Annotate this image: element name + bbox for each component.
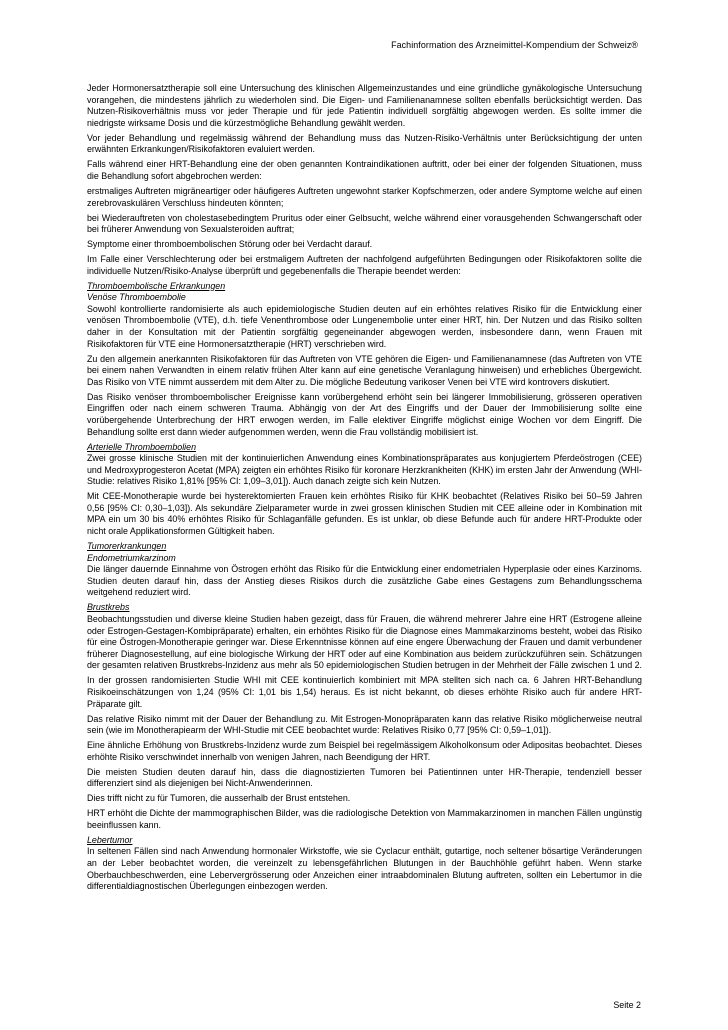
- paragraph: Eine ähnliche Erhöhung von Brustkrebs-Inzidenz wurde zum Beispiel bei regelmässigem Alkoholkonsum oder Adipositas beobachtet. Dieses erhöhte Risiko verschwindet innerhalb von wenigen Jahren, nach Beendigung der HRT.: [87, 740, 642, 762]
- paragraph: Vor jeder Behandlung und regelmässig während der Behandlung muss das Nutzen-Risiko-Verhältnis unter Berücksichtigung der unten erwähnten Erkrankungen/Risikofaktoren evaluiert werden.: [87, 132, 642, 155]
- paragraph: Die länger dauernde Einnahme von Östrogen erhöht das Risiko für die Entwicklung einer endometrialen Hyperplasie oder eines Karzinoms. Studien deuten darauf hin, dass der Anstieg dieses Risikos durch die zusätzliche Gabe eines Gestagens zum Behandlungsschema weitgehend reduziert wird.: [87, 564, 642, 598]
- paragraph: Dies trifft nicht zu für Tumoren, die ausserhalb der Brust entstehen.: [87, 793, 351, 804]
- paragraph: Das relative Risiko nimmt mit der Dauer der Behandlung zu. Mit Estrogen-Monopräparaten kann das relative Risiko möglicherweise neutral sein (wie im Monotherapiearm der WHI-Studie mit CEE beobachtet wurde: Relatives Risiko 0,77 [95% CI: 0,59–1,01]).: [87, 713, 642, 736]
- paragraph: erstmaliges Auftreten migräneartiger oder häufigeres Auftreten ungewohnt starker Kopfschmerzen, oder andere Symptome welche auf einen zerebrovaskulären Verschluss hindeuten könnten;: [87, 185, 642, 208]
- paragraph: Symptome einer thromboembolischen Störung oder bei Verdacht darauf.: [87, 239, 373, 250]
- section-heading-liver: Lebertumor: [87, 834, 133, 845]
- paragraph: Beobachtungsstudien und diverse kleine Studien haben gezeigt, dass für Frauen, die während mehrerer Jahre eine HRT (Estrogene alleine oder Estrogen-Gestagen-Kombipräparate) erhalten, ein erhöhtes Risiko für die Diagnose eines Mammakarzinoms besteht, wobei das Risiko für eine Östrogen-Monotherapie geringer war. Diese Erkenntnisse können auf eine engere Überwachung der Frauen und damit verbundener früherer Diagnosestellung, auf eine biologische Wirkung der HRT oder auf eine Kombination aus beidem zurückzuführen sein. Schätzungen der gesamten relativen Brustkrebs-Inzidenz aus mehr als 50 epidemiologischen Studien betrugen in der Mehrheit der Fälle zwischen 1 und 2.: [87, 614, 642, 671]
- section-heading-breast: Brustkrebs: [87, 602, 130, 613]
- paragraph: Zu den allgemein anerkannten Risikofaktoren für das Auftreten von VTE gehören die Eigen- und Familienanamnese (das Auftreten von VTE bei einem nahen Verwandten in einem relativ frühen Alter kann auf eine genetische Veranlagung hinweisen) und erhebliches Übergewicht. Das Risiko von VTE nimmt ausserdem mit dem Alter zu. Die mögliche Bedeutung varikoser Venen bei VTE wird kontrovers diskutiert.: [87, 353, 642, 387]
- paragraph: Im Falle einer Verschlechterung oder bei erstmaligem Auftreten der nachfolgend aufgeführten Bedingungen oder Risikofaktoren sollte die individuelle Nutzen/Risiko-Analyse überprüft und gegebenenfalls die Therapie beendet werden:: [87, 254, 642, 276]
- paragraph: In der grossen randomisierten Studie WHI mit CEE kontinuierlich kombiniert mit MPA stellten sich nach ca. 6 Jahren HRT-Behandlung Risikoeinschätzungen von 1,24 (95% CI: 1,01 bis 1,54) heraus. Es ist nicht bekannt, ob dieses erhöhte Risiko auch für andere HRT-Präparate gilt.: [87, 675, 642, 709]
- paragraph: Falls während einer HRT-Behandlung eine der oben genannten Kontraindikationen auftritt, oder bei einer der folgenden Situationen, muss die Behandlung sofort abgebrochen werden:: [87, 159, 642, 181]
- paragraph: Sowohl kontrollierte randomisierte als auch epidemiologische Studien deuten auf ein erhöhtes relatives Risiko für die Entwicklung einer venösen Thromboembolie (VTE), d.h. tiefe Venenthrombose oder Lungenembolie unter einer HRT, hin. Der Nutzen und das Risiko sollten daher in der Konsultation mit der Patientin sorgfältig gegeneinander abgewogen werden, insbesondere dann, wenn Frauen mit Risikofaktoren für VTE eine Hormonersatztherapie (HRT) verschrieben wird.: [87, 303, 642, 349]
- paragraph: HRT erhöht die Dichte der mammographischen Bilder, was die radiologische Detektion von Mammakarzinomen in manchen Fällen ungünstig beeinflussen kann.: [87, 808, 642, 830]
- subsection-heading-venous: Venöse Thromboembolie: [87, 292, 186, 303]
- subsection-heading-endometrium: Endometriumkarzinom: [87, 552, 176, 563]
- paragraph: Mit CEE-Monotherapie wurde bei hysterektomierten Frauen kein erhöhtes Risiko für KHK beobachtet (Relatives Risiko bei 50–59 Jahren 0,56 [95% CI: 0,30–1,03]). Als sekundäre Zielparameter wurde in zwei grossen klinischen Studien mit CEE alleine oder in Kombination mit MPA ein um 30 bis 40% erhöhtes Risiko für Schlaganfälle gefunden. Es ist unklar, ob diese Befunde auch für andere HRT-Produkte oder nicht orale Applikationsformen Gültigkeit haben.: [87, 491, 642, 537]
- paragraph: Jeder Hormonersatztherapie soll eine Untersuchung des klinischen Allgemeinzustandes und eine gründliche gynäkologische Untersuchung vorangehen, die mindestens jährlich zu wiederholen sind. Die Eigen- und Familienanamnese sollten ebenfalls berücksichtigt werden. Das Nutzen-Risikoverhältnis muss vor jeder Therapie und für jede Patientin individuell sorgfältig abgewogen werden. Es sollte immer die niedrigste wirksame Dosis und die kürzestmögliche Behandlung gewählt werden.: [87, 83, 642, 128]
- page-header: Fachinformation des Arzneimittel-Kompendium der Schweiz®: [391, 40, 638, 50]
- section-heading-thrombo: Thromboembolische Erkrankungen: [87, 280, 226, 291]
- section-heading-arterial: Arterielle Thromboembolien: [87, 441, 197, 452]
- section-heading-tumor: Tumorerkrankungen: [87, 541, 167, 552]
- page-number: Seite 2: [613, 1000, 641, 1010]
- paragraph: Die meisten Studien deuten darauf hin, dass die diagnostizierten Tumoren bei Patientinnen unter HR-Therapie, tendenziell besser differenziert sind als diejenigen bei Nicht-Anwenderinnen.: [87, 766, 642, 789]
- paragraph: Zwei grosse klinische Studien mit der kontinuierlichen Anwendung eines Kombinationspräparates aus konjugiertem Pferdeöstrogen (CEE) und Medroxyprogesteron Acetat (MPA) zeigten ein erhöhtes Risiko für koronare Herzkrankheiten (KHK) im ersten Jahr der Anwendung (WHI-Studie: relatives Risiko 1,81% [95% CI: 1,09–3,01]). Auch danach zeigte sich kein Nutzen.: [87, 453, 642, 487]
- paragraph: bei Wiederauftreten von cholestasebedingtem Pruritus oder einer Gelbsucht, welche während einer vorausgehenden Schwangerschaft oder bei früherer Anwendung von Sexualsteroiden auftrat;: [87, 212, 642, 235]
- paragraph: Das Risiko venöser thromboembolischer Ereignisse kann vorübergehend erhöht sein bei längerer Immobilisierung, grösseren operativen Eingriffen oder nach einem schweren Trauma. Abhängig von der Art des Eingriffs und der Dauer der Immobilisierung sollte eine vorübergehende Unterbrechung der HRT erwogen werden, im Falle elektiver Eingriffe möglichst einige Wochen vor dem Eingriff. Die Behandlung sollte erst dann wieder aufgenommen werden, wenn die Frau vollständig mobilisiert ist.: [87, 391, 642, 437]
- paragraph: In seltenen Fällen sind nach Anwendung hormonaler Wirkstoffe, wie sie Cyclacur enthält, gutartige, noch seltener bösartige Veränderungen an der Leber beobachtet worden, die vereinzelt zu lebensgefährlichen Blutungen in der Bauchhöhle geführt haben. Wenn starke Oberbauchbeschwerden, eine Lebervergrösserung oder Anzeichen einer intraabdominalen Blutung auftreten, sollten ein Lebertumor in die differentialdiagnostischen Überlegungen einbezogen werden.: [87, 846, 642, 892]
- document-body: [87, 83, 642, 896]
